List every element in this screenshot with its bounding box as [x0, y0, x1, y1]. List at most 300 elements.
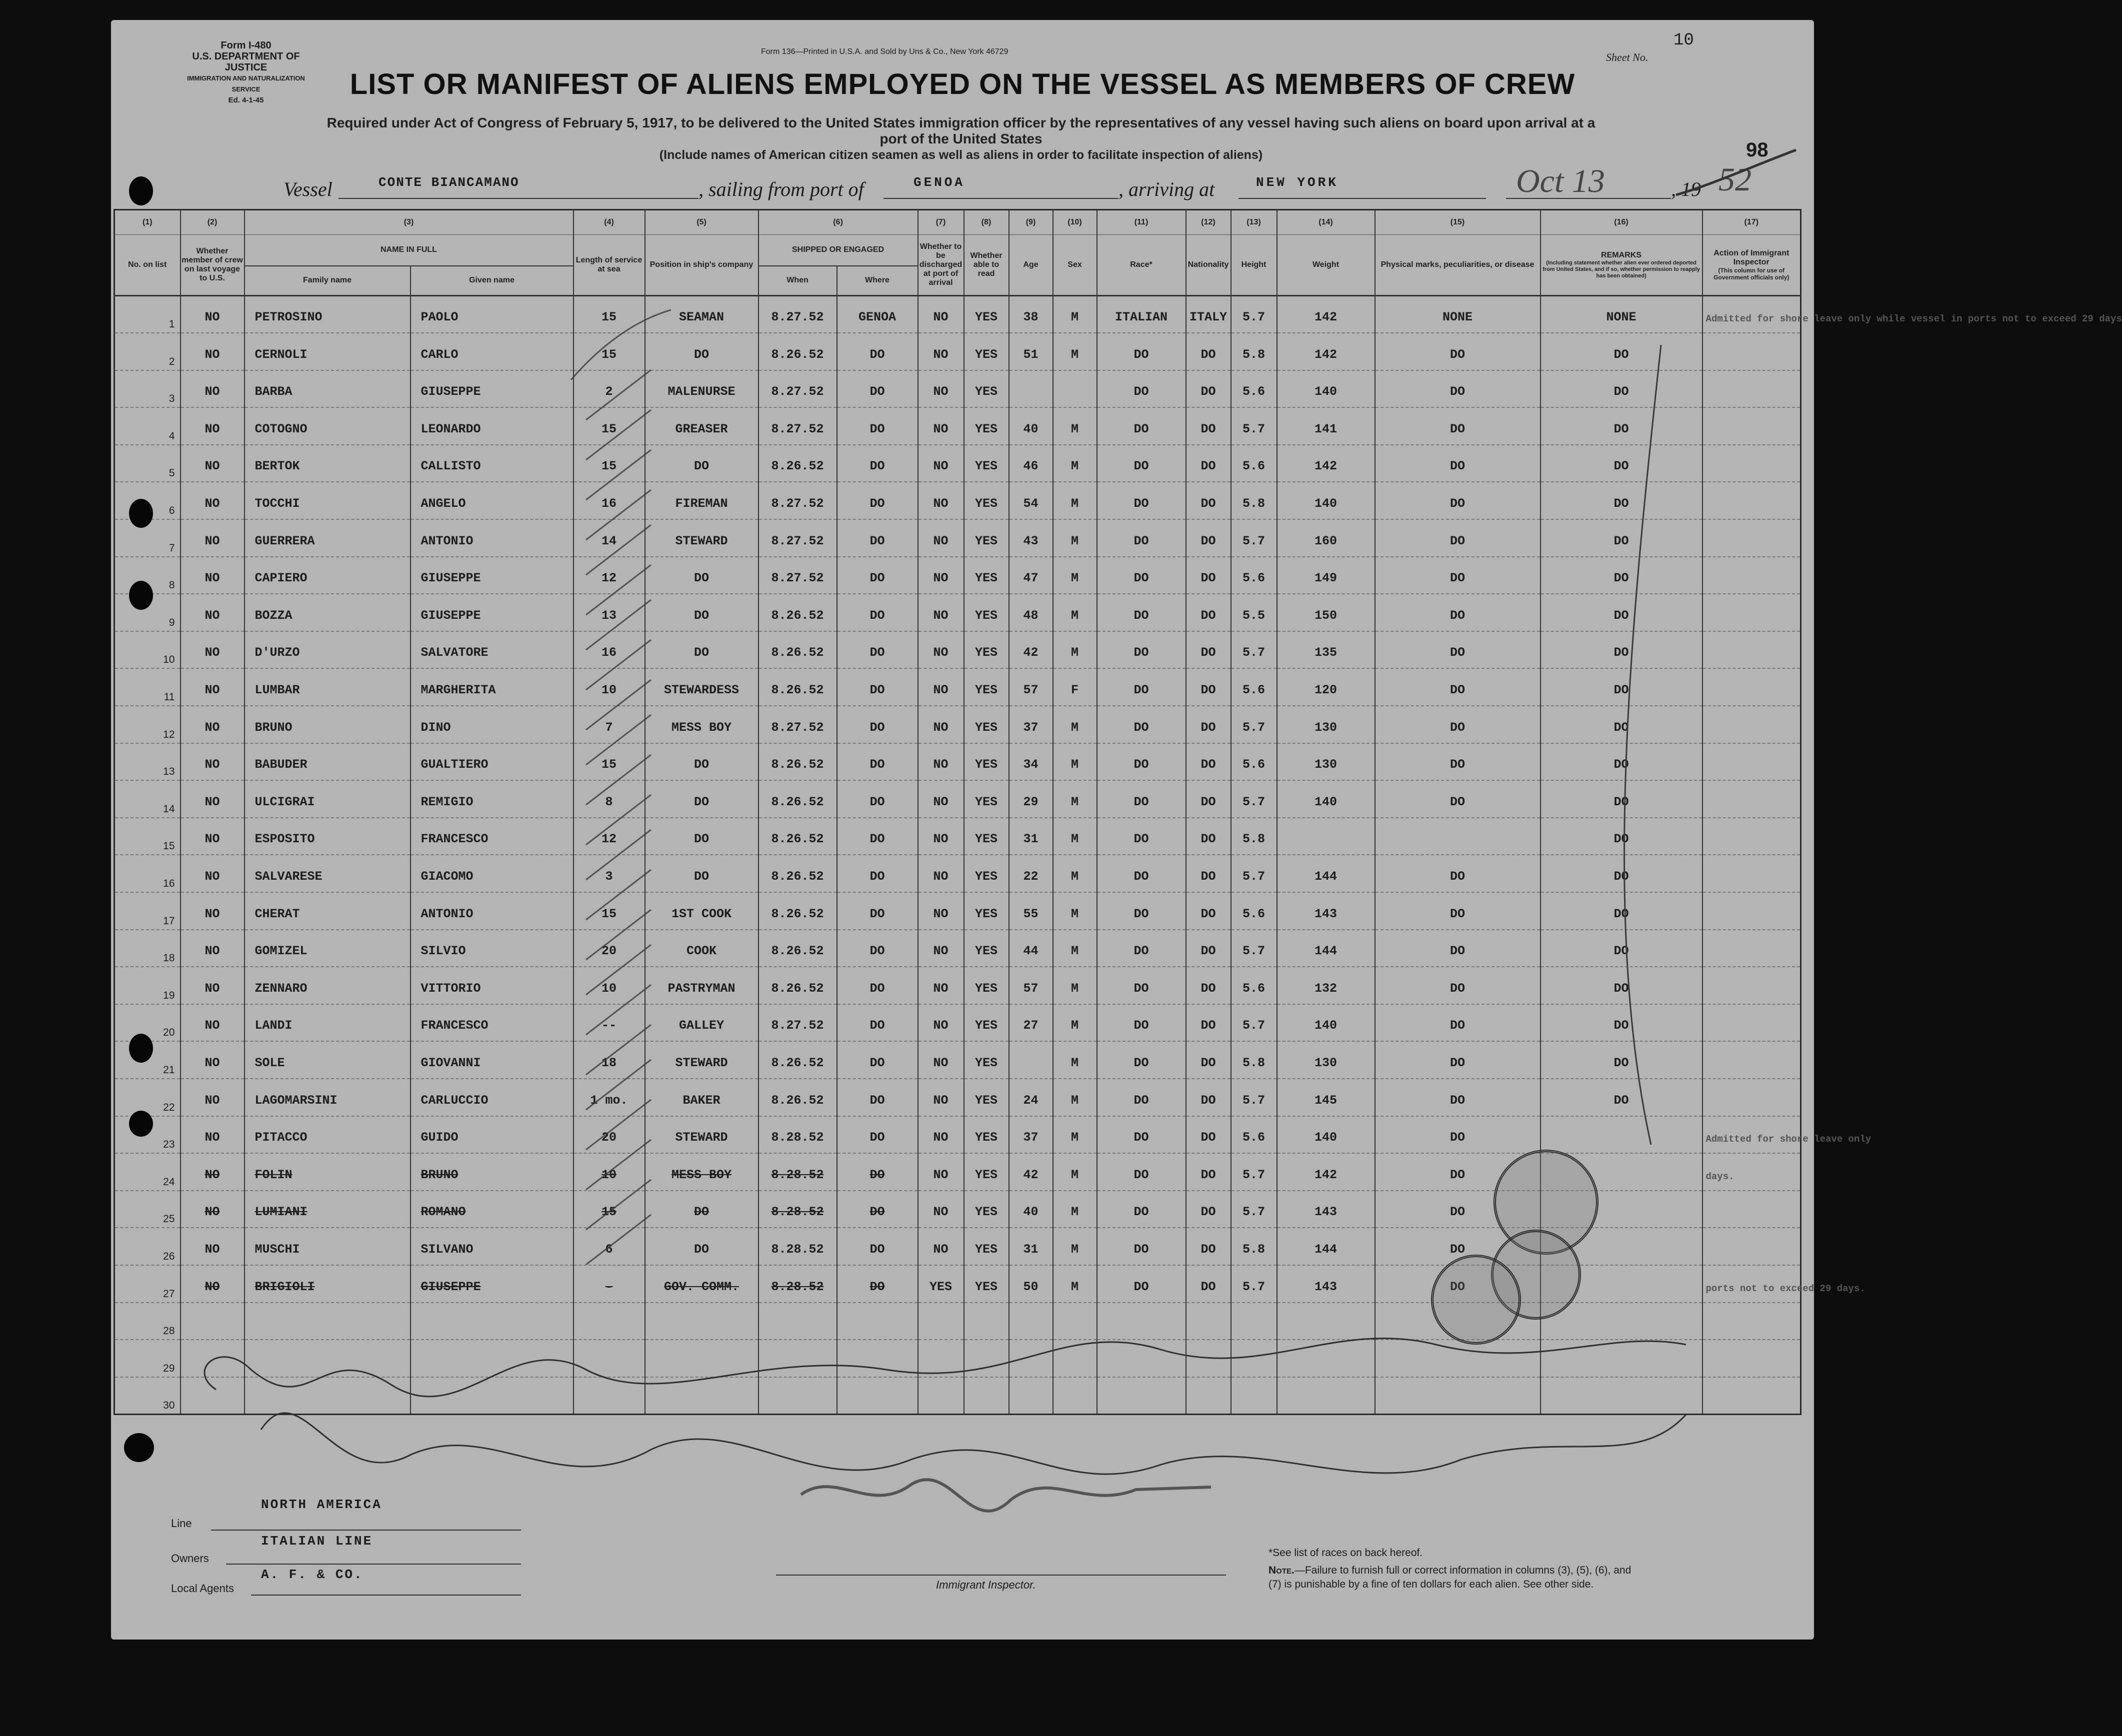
row-number: 11 [114, 668, 180, 706]
family-name-cell: LUMIANI [244, 1191, 410, 1228]
col-header-name-in-full: NAME IN FULL [244, 235, 574, 266]
arrival-date-handwritten: Oct 13 [1516, 163, 1605, 199]
age-cell: 31 [1009, 818, 1053, 855]
nationality-cell: ITALY [1186, 296, 1231, 333]
row-number: 8 [114, 557, 180, 594]
age-cell: 37 [1009, 706, 1053, 743]
given-name-cell: ANGELO [410, 482, 574, 519]
race-cell: DO [1097, 855, 1186, 892]
shipped-when-cell: 8.27.52 [758, 1004, 837, 1042]
nationality-cell: DO [1186, 407, 1231, 445]
shipped-when-cell: 8.27.52 [758, 370, 837, 408]
sex-cell: M [1053, 1191, 1097, 1228]
sex-cell: M [1053, 482, 1097, 519]
age-cell: 40 [1009, 407, 1053, 445]
given-name-cell: VITTORIO [410, 967, 574, 1004]
able-to-read-cell: YES [964, 370, 1009, 408]
previous-voyage-cell: NO [180, 818, 244, 855]
given-name-cell: GIACOMO [410, 855, 574, 892]
able-to-read-cell: YES [964, 1079, 1009, 1116]
manifest-sheet [111, 20, 2122, 1640]
previous-voyage-cell: NO [180, 557, 244, 594]
weight-cell: 142 [1277, 333, 1375, 370]
row-number: 21 [114, 1041, 180, 1079]
age-cell: 37 [1009, 1116, 1053, 1154]
previous-voyage-cell: NO [180, 631, 244, 669]
remarks-cell: DO [1540, 594, 1702, 631]
given-name-cell: ROMANO [410, 1191, 574, 1228]
family-name-cell: MUSCHI [244, 1228, 410, 1265]
discharged-cell: NO [918, 631, 964, 669]
shipped-where-cell: DO [837, 1228, 918, 1265]
weight-cell: 140 [1277, 1004, 1375, 1042]
family-name-cell: BRUNO [244, 706, 410, 743]
race-cell: DO [1097, 1079, 1186, 1116]
discharged-cell: NO [918, 892, 964, 930]
sheet-number: 10 [1674, 31, 1694, 50]
remarks-bracket-stroke [1624, 345, 1661, 1145]
weight-cell: 142 [1277, 1153, 1375, 1191]
able-to-read-cell: YES [964, 519, 1009, 557]
remarks-cell: DO [1540, 780, 1702, 818]
vessel-label: Vessel [284, 178, 332, 200]
race-cell: DO [1097, 967, 1186, 1004]
shipped-when-cell: 8.27.52 [758, 557, 837, 594]
line-value: NORTH AMERICA [261, 1497, 382, 1512]
given-name-cell: ANTONIO [410, 892, 574, 930]
shipped-where-cell: DO [837, 706, 918, 743]
previous-voyage-cell: NO [180, 930, 244, 967]
race-cell: DO [1097, 706, 1186, 743]
height-cell: 5.6 [1231, 668, 1277, 706]
shipped-when-cell: 8.26.52 [758, 631, 837, 669]
shipped-where-cell: GENOA [837, 296, 918, 333]
weight-cell: 130 [1277, 706, 1375, 743]
nationality-cell: DO [1186, 668, 1231, 706]
shipped-where-cell: DO [837, 631, 918, 669]
able-to-read-cell: YES [964, 594, 1009, 631]
sex-cell: M [1053, 780, 1097, 818]
race-cell: DO [1097, 482, 1186, 519]
height-cell: 5.7 [1231, 407, 1277, 445]
family-name-cell: ULCIGRAI [244, 780, 410, 818]
shipped-where-cell: DO [837, 855, 918, 892]
physical-marks-cell: DO [1375, 1153, 1540, 1191]
given-name-cell: CARLO [410, 333, 574, 370]
given-name-cell: FRANCESCO [410, 818, 574, 855]
department-name: U.S. DEPARTMENT OF JUSTICE [192, 51, 300, 73]
col-num-7: (7) [918, 210, 964, 235]
sex-cell: M [1053, 706, 1097, 743]
shipped-where-cell: DO [837, 519, 918, 557]
position-cell: BAKER [645, 1079, 758, 1116]
length-of-service-cell: 12 [574, 557, 645, 594]
sex-cell: M [1053, 743, 1097, 781]
printer-note: Form 136—Printed in U.S.A. and Sold by Uns & Co., New York 46729 [761, 47, 1008, 56]
able-to-read-cell: YES [964, 818, 1009, 855]
physical-marks-cell: DO [1375, 445, 1540, 482]
sex-cell: M [1053, 557, 1097, 594]
physical-marks-cell: DO [1375, 706, 1540, 743]
age-cell: 50 [1009, 1265, 1053, 1303]
shipped-when-cell: 8.26.52 [758, 445, 837, 482]
previous-voyage-cell: NO [180, 855, 244, 892]
sex-cell: M [1053, 1079, 1097, 1116]
binder-hole [124, 1433, 154, 1462]
sex-cell: M [1053, 892, 1097, 930]
line-fill-line [211, 1530, 521, 1531]
previous-voyage-cell: NO [180, 892, 244, 930]
row-number: 29 [114, 1340, 180, 1377]
able-to-read-cell: YES [964, 668, 1009, 706]
height-cell: 5.7 [1231, 855, 1277, 892]
given-name-cell: BRUNO [410, 1153, 574, 1191]
age-cell: 24 [1009, 1079, 1053, 1116]
given-name-cell: CALLISTO [410, 445, 574, 482]
form-edition: Ed. 4-1-45 [228, 96, 264, 104]
sex-cell: M [1053, 519, 1097, 557]
given-name-cell: GIUSEPPE [410, 370, 574, 408]
race-cell: DO [1097, 1116, 1186, 1154]
shipped-where-cell: DO [837, 668, 918, 706]
remarks-title: REMARKS [1601, 250, 1642, 259]
agents-fill-line [251, 1595, 521, 1596]
local-agents-value: A. F. & CO. [261, 1567, 364, 1582]
row-number: 19 [114, 967, 180, 1004]
consular-stamp-3 [1431, 1255, 1521, 1345]
sex-cell: M [1053, 296, 1097, 333]
nationality-cell: DO [1186, 1079, 1231, 1116]
shipped-where-cell: DO [837, 930, 918, 967]
height-cell: 5.7 [1231, 1153, 1277, 1191]
length-of-service-cell: - [574, 1265, 645, 1303]
physical-marks-cell: DO [1375, 1265, 1540, 1303]
race-cell: DO [1097, 333, 1186, 370]
able-to-read-cell: YES [964, 631, 1009, 669]
previous-voyage-cell: NO [180, 445, 244, 482]
physical-marks-cell: DO [1375, 519, 1540, 557]
shipped-when-cell: 8.27.52 [758, 706, 837, 743]
discharged-cell: YES [918, 1265, 964, 1303]
col-num-10: (10) [1053, 210, 1097, 235]
length-of-service-cell: 1 mo. [574, 1079, 645, 1116]
previous-voyage-cell: NO [180, 370, 244, 408]
nationality-cell: DO [1186, 557, 1231, 594]
weight-cell: 145 [1277, 1079, 1375, 1116]
col-header-family-name: Family name [244, 266, 410, 296]
col-header-discharged: Whether to be discharged at port of arrival [918, 235, 964, 296]
height-cell: 5.6 [1231, 1116, 1277, 1154]
length-of-service-cell: 10 [574, 1153, 645, 1191]
inspector-action-cell: Admitted for shore leave only while vessel in ports not to exceed 29 days [1702, 296, 1801, 333]
physical-marks-cell: DO [1375, 1079, 1540, 1116]
discharged-cell: NO [918, 296, 964, 333]
position-cell: STEWARDESS [645, 668, 758, 706]
length-of-service-cell: 10 [574, 668, 645, 706]
weight-cell: 144 [1277, 1228, 1375, 1265]
given-name-cell: GUALTIERO [410, 743, 574, 781]
physical-marks-cell: DO [1375, 1228, 1540, 1265]
weight-cell: 140 [1277, 780, 1375, 818]
shipped-where-cell: DO [837, 557, 918, 594]
age-cell: 57 [1009, 668, 1053, 706]
page-title: LIST OR MANIFEST OF ALIENS EMPLOYED ON THE VESSEL AS MEMBERS OF CREW [350, 68, 1576, 100]
weight-cell: 132 [1277, 967, 1375, 1004]
remarks-cell: DO [1540, 892, 1702, 930]
previous-voyage-cell: NO [180, 743, 244, 781]
previous-voyage-cell: NO [180, 1041, 244, 1079]
able-to-read-cell: YES [964, 967, 1009, 1004]
discharged-cell: NO [918, 930, 964, 967]
family-name-cell: CAPIERO [244, 557, 410, 594]
shipped-where-cell: DO [837, 333, 918, 370]
col-num-1: (1) [114, 210, 180, 235]
previous-voyage-cell: NO [180, 519, 244, 557]
col-num-6: (6) [758, 210, 918, 235]
weight-cell: 135 [1277, 631, 1375, 669]
position-cell: FIREMAN [645, 482, 758, 519]
race-cell: DO [1097, 1191, 1186, 1228]
physical-marks-cell: DO [1375, 1041, 1540, 1079]
arriving-at-label: , arriving at [1118, 178, 1215, 200]
nationality-cell: DO [1186, 930, 1231, 967]
previous-voyage-cell: NO [180, 668, 244, 706]
row-number: 7 [114, 519, 180, 557]
weight-cell: 149 [1277, 557, 1375, 594]
row-number: 15 [114, 818, 180, 855]
position-cell: DO [645, 557, 758, 594]
given-name-cell: REMIGIO [410, 780, 574, 818]
previous-voyage-cell: NO [180, 1153, 244, 1191]
able-to-read-cell: YES [964, 743, 1009, 781]
shipped-where-cell: DO [837, 370, 918, 408]
height-cell: 5.8 [1231, 1228, 1277, 1265]
height-cell: 5.8 [1231, 482, 1277, 519]
able-to-read-cell: YES [964, 557, 1009, 594]
height-cell: 5.5 [1231, 594, 1277, 631]
given-name-cell: MARGHERITA [410, 668, 574, 706]
height-cell: 5.7 [1231, 296, 1277, 333]
position-cell: DO [645, 445, 758, 482]
length-of-service-cell: 13 [574, 594, 645, 631]
remarks-cell: DO [1540, 557, 1702, 594]
family-name-cell: ZENNARO [244, 967, 410, 1004]
shipped-where-cell: DO [837, 1004, 918, 1042]
previous-voyage-cell: NO [180, 780, 244, 818]
shipped-where-cell: DO [837, 445, 918, 482]
col-header-given-name: Given name [410, 266, 574, 296]
shipped-where-cell: DO [837, 1191, 918, 1228]
nationality-cell: DO [1186, 892, 1231, 930]
length-of-service-cell: 20 [574, 1116, 645, 1154]
nationality-cell: DO [1186, 482, 1231, 519]
col-num-14: (14) [1277, 210, 1375, 235]
race-cell: DO [1097, 743, 1186, 781]
height-cell: 5.7 [1231, 1004, 1277, 1042]
family-name-cell: GOMIZEL [244, 930, 410, 967]
length-of-service-cell: 8 [574, 780, 645, 818]
age-cell: 51 [1009, 333, 1053, 370]
col-header-previous-voyage: Whether member of crew on last voyage to U.S. [180, 235, 244, 296]
age-cell: 44 [1009, 930, 1053, 967]
weight-cell: 143 [1277, 892, 1375, 930]
col-header-able-to-read: Whether able to read [964, 235, 1009, 296]
remarks-cell: DO [1540, 333, 1702, 370]
given-name-cell: GIUSEPPE [410, 1265, 574, 1303]
sex-cell: M [1053, 594, 1097, 631]
given-name-cell: SALVATORE [410, 631, 574, 669]
remarks-cell: DO [1540, 967, 1702, 1004]
length-of-service-cell: 15 [574, 407, 645, 445]
col-header-length-of-service: Length of service at sea [574, 235, 645, 296]
col-num-3: (3) [244, 210, 574, 235]
able-to-read-cell: YES [964, 1153, 1009, 1191]
physical-marks-cell: DO [1375, 631, 1540, 669]
discharged-cell: NO [918, 519, 964, 557]
nationality-cell: DO [1186, 631, 1231, 669]
race-cell: DO [1097, 668, 1186, 706]
height-cell: 5.6 [1231, 445, 1277, 482]
position-cell: MESS BOY [645, 1153, 758, 1191]
given-name-cell: CARLUCCIO [410, 1079, 574, 1116]
able-to-read-cell: YES [964, 780, 1009, 818]
previous-voyage-cell: NO [180, 1265, 244, 1303]
weight-cell: 143 [1277, 1191, 1375, 1228]
discharged-cell: NO [918, 967, 964, 1004]
discharged-cell: NO [918, 855, 964, 892]
col-header-when: When [758, 266, 837, 296]
previous-voyage-cell: NO [180, 967, 244, 1004]
physical-marks-cell: DO [1375, 1191, 1540, 1228]
shipped-where-cell: DO [837, 1079, 918, 1116]
position-cell: DO [645, 1191, 758, 1228]
sex-cell: M [1053, 1265, 1097, 1303]
shipped-where-cell: DO [837, 407, 918, 445]
age-cell: 29 [1009, 780, 1053, 818]
family-name-cell: BRIGIOLI [244, 1265, 410, 1303]
sex-cell: M [1053, 967, 1097, 1004]
shipped-when-cell: 8.26.52 [758, 930, 837, 967]
family-name-cell: BARBA [244, 370, 410, 408]
age-cell: 42 [1009, 631, 1053, 669]
weight-cell: 140 [1277, 370, 1375, 408]
height-cell: 5.7 [1231, 780, 1277, 818]
given-name-cell: LEONARDO [410, 407, 574, 445]
length-of-service-cell: 2 [574, 370, 645, 408]
col-num-5: (5) [645, 210, 758, 235]
previous-voyage-cell: NO [180, 482, 244, 519]
row-number: 22 [114, 1079, 180, 1116]
remarks-cell: DO [1540, 706, 1702, 743]
length-of-service-cell: -- [574, 1004, 645, 1042]
physical-marks-cell: DO [1375, 370, 1540, 408]
row-number: 9 [114, 594, 180, 631]
given-name-cell: GIUSEPPE [410, 557, 574, 594]
discharged-cell: NO [918, 818, 964, 855]
height-cell: 5.8 [1231, 333, 1277, 370]
shipped-where-cell: DO [837, 482, 918, 519]
row-number: 2 [114, 333, 180, 370]
col-header-where: Where [837, 266, 918, 296]
length-of-service-cell: 3 [574, 855, 645, 892]
shipped-where-cell: DO [837, 1265, 918, 1303]
discharged-cell: NO [918, 780, 964, 818]
age-cell: 40 [1009, 1191, 1053, 1228]
row-number: 3 [114, 370, 180, 408]
nationality-cell: DO [1186, 1228, 1231, 1265]
sex-cell: M [1053, 1116, 1097, 1154]
remarks-cell: DO [1540, 743, 1702, 781]
binder-hole [129, 1111, 153, 1137]
race-cell: DO [1097, 892, 1186, 930]
remarks-cell: DO [1540, 930, 1702, 967]
inspector-action-cell: Admitted for shore leave only [1702, 1116, 1801, 1154]
local-agents-label: Local Agents [171, 1582, 234, 1595]
row-number: 27 [114, 1265, 180, 1303]
shipped-where-cell: DO [837, 892, 918, 930]
discharged-cell: NO [918, 668, 964, 706]
height-cell: 5.7 [1231, 1079, 1277, 1116]
sex-cell: M [1053, 855, 1097, 892]
family-name-cell: LANDI [244, 1004, 410, 1042]
shipped-when-cell: 8.27.52 [758, 519, 837, 557]
nationality-cell: DO [1186, 1191, 1231, 1228]
given-name-cell: ANTONIO [410, 519, 574, 557]
given-name-cell: GIUSEPPE [410, 594, 574, 631]
family-name-cell: BOZZA [244, 594, 410, 631]
physical-marks-cell: DO [1375, 482, 1540, 519]
binder-hole [129, 581, 153, 610]
nationality-cell: DO [1186, 780, 1231, 818]
physical-marks-cell: DO [1375, 668, 1540, 706]
able-to-read-cell: YES [964, 407, 1009, 445]
length-of-service-cell: 16 [574, 482, 645, 519]
physical-marks-cell: DO [1375, 743, 1540, 781]
weight-cell: 144 [1277, 930, 1375, 967]
row-number: 17 [114, 892, 180, 930]
physical-marks-cell: DO [1375, 407, 1540, 445]
race-cell: DO [1097, 445, 1186, 482]
inspector-fill-line [776, 1575, 1226, 1576]
position-cell: DO [645, 855, 758, 892]
weight-cell: 140 [1277, 1116, 1375, 1154]
discharged-cell: NO [918, 594, 964, 631]
col-num-4: (4) [574, 210, 645, 235]
weight-cell: 140 [1277, 482, 1375, 519]
shipped-where-cell: DO [837, 780, 918, 818]
col-num-12: (12) [1186, 210, 1231, 235]
race-cell: DO [1097, 594, 1186, 631]
family-name-cell: D'URZO [244, 631, 410, 669]
nationality-cell: DO [1186, 1153, 1231, 1191]
discharged-cell: NO [918, 1191, 964, 1228]
nationality-cell: DO [1186, 1004, 1231, 1042]
previous-voyage-cell: NO [180, 407, 244, 445]
shipped-where-cell: DO [837, 967, 918, 1004]
age-cell: 34 [1009, 743, 1053, 781]
sex-cell: M [1053, 1041, 1097, 1079]
row-number: 13 [114, 743, 180, 781]
height-cell: 5.7 [1231, 631, 1277, 669]
owners-value: ITALIAN LINE [261, 1534, 373, 1549]
shipped-when-cell: 8.26.52 [758, 1041, 837, 1079]
position-cell: 1ST COOK [645, 892, 758, 930]
remarks-cell: DO [1540, 482, 1702, 519]
family-name-cell: PITACCO [244, 1116, 410, 1154]
length-of-service-cell: 15 [574, 296, 645, 333]
col-header-weight: Weight [1277, 235, 1375, 296]
row-number: 30 [114, 1377, 180, 1415]
